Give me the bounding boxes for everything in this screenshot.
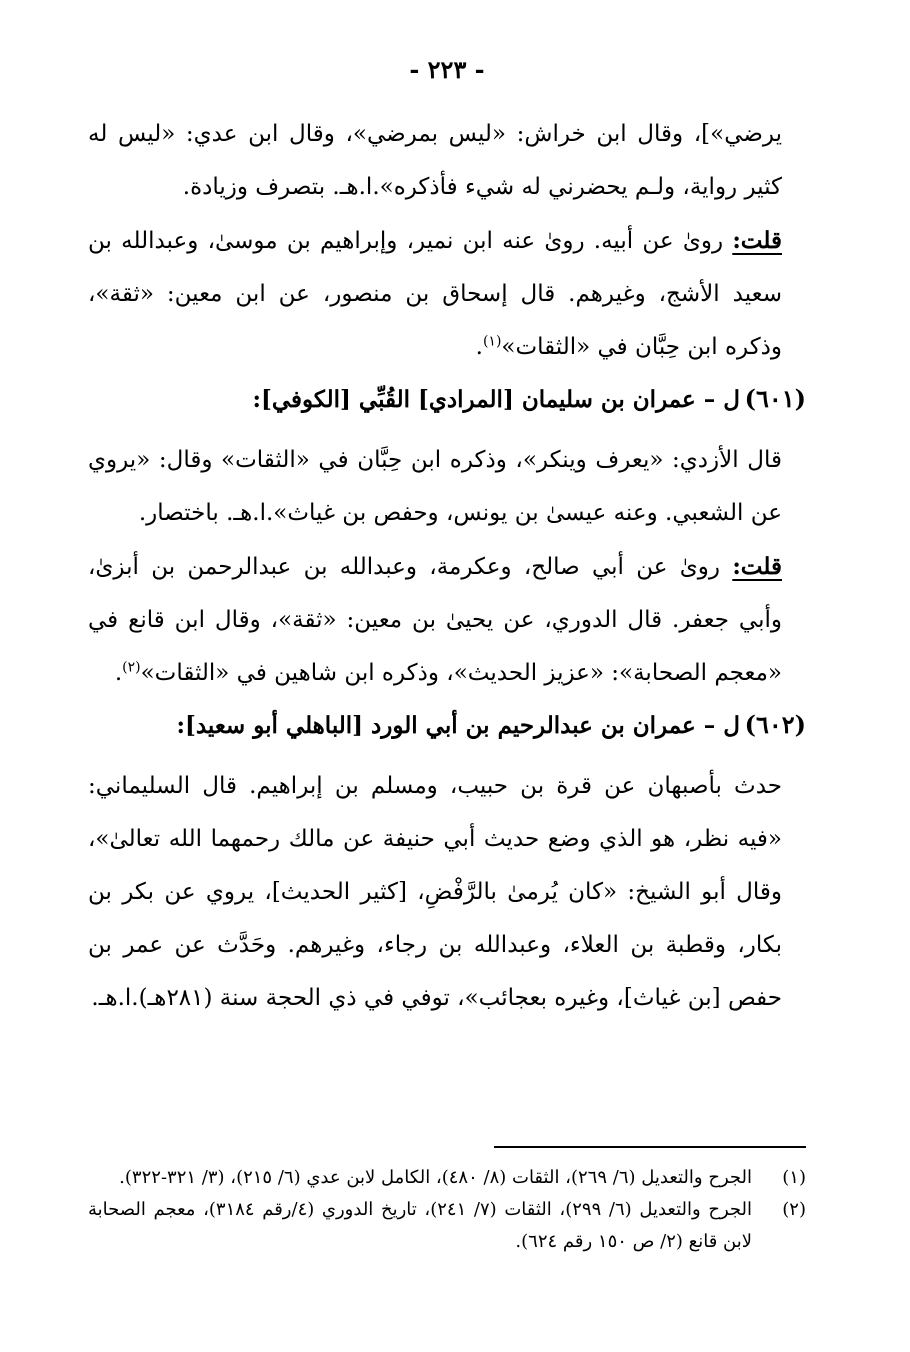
paragraph-qult-1: قلت: روىٰ عن أبيه. روىٰ عنه ابن نمير، وإبراهيم بن موسىٰ، وعبدالله بن سعيد الأشج، وغيرهم. قال إسحاق بن منصور، عن ابن معين: «ثقة»، وذكره ابن حِبَّان في «الثقات»$^{(١)}$. <box>88 227 782 360</box>
footnote-number: (١) <box>782 1167 806 1188</box>
footnote-ref-2[interactable]: (٢) <box>122 659 141 676</box>
footnotes <box>88 1162 806 1258</box>
paragraph-continuation: يرضي»]، وقال ابن خراش: «ليس بمرضي»، وقال ابن عدي: «ليس له كثير رواية، ولـم يحضرني له شيء فأذكره».ا.هـ. بتصرف وزيادة. <box>88 121 782 200</box>
qult-text: روىٰ عن أبيه. روىٰ عنه ابن نمير، وإبراهيم بن موسىٰ، وعبدالله بن سعيد الأشج، وغيرهم. قال إسحاق بن منصور، عن ابن معين: «ثقة»، وذكره ابن حِبَّان في «الثقات» <box>88 228 782 360</box>
footnote-1 <box>88 1162 806 1194</box>
qult-label: قلت: <box>732 227 782 254</box>
entry-heading-602 <box>88 710 806 760</box>
entry-number: (٦٠١) <box>744 384 806 413</box>
entry-601-body: قال الأزدي: «يعرف وينكر»، وذكره ابن حِبَّان في «الثقات» وقال: «يروي عن الشعبي. وعنه عيسىٰ بن يونس، وحفص بن غياث».ا.هـ. باختصار. <box>88 447 782 526</box>
entry-title: ل – عمران بن سليمان [المرادي] القُبِّي [الكوفي]: <box>252 386 740 413</box>
footnote-text: الجرح والتعديل (٦/ ٢٦٩)، الثقات (٨/ ٤٨٠)، الكامل لابن عدي (٦/ ٢١٥)، (٣/ ٣٢١-٣٢٢). <box>119 1167 752 1188</box>
page-number: - ٢٢٣ - <box>409 55 485 84</box>
entry-number: (٦٠٢) <box>744 710 806 739</box>
qult-label: قلت: <box>732 553 782 580</box>
book-page <box>88 50 806 1320</box>
paragraph-qult-2: قلت: روىٰ عن أبي صالح، وعكرمة، وعبدالله بن عبدالرحمن بن أبزىٰ، وأبي جعفر. قال الدوري، عن يحيىٰ بن معين: «ثقة»، وقال ابن قانع في «معجم الصحابة»: «عزيز الحديث»، وذكره ابن شاهين في «الثقات»$^{(٢)}$. <box>88 553 782 686</box>
entry-title: ل – عمران بن عبدالرحيم بن أبي الورد [الباهلي أبو سعيد]: <box>176 712 740 739</box>
qult-text: روىٰ عن أبي صالح، وعكرمة، وعبدالله بن عبدالرحمن بن أبزىٰ، وأبي جعفر. قال الدوري، عن يحيىٰ بن معين: «ثقة»، وقال ابن قانع في «معجم الصحابة»: «عزيز الحديث»، وذكره ابن شاهين في «الثقات» <box>88 554 782 686</box>
footnote-number: (٢) <box>782 1199 806 1220</box>
entry-heading-601 <box>88 384 806 434</box>
footnote-divider <box>494 1146 806 1148</box>
footnote-ref-1[interactable]: (١) <box>482 333 502 350</box>
footnote-2 <box>88 1194 806 1258</box>
footnote-text: الجرح والتعديل (٦/ ٢٩٩)، الثقات (٧/ ٢٤١)، تاريخ الدوري (٤/رقم ٣١٨٤)، معجم الصحابة لابن قانع (٢/ ص ١٥٠ رقم ٦٢٤). <box>88 1199 753 1252</box>
entry-602-body: حدث بأصبهان عن قرة بن حبيب، ومسلم بن إبراهيم. قال السليماني: «فيه نظر، هو الذي وضع حديث أبي حنيفة عن مالك رحمهما الله تعالىٰ»، وقال أبو الشيخ: «كان يُرمىٰ بالرَّفْضِ، [كثير الحديث]، يروي عن بكر بن بكار، وقطبة بن العلاء، وعبدالله بن رجاء، وغيرهم. وحَدَّث عن عمر بن حفص [بن غياث]، وغيره بعجائب»، توفي في ذي الحجة سنة (٢٨١هـ).ا.هـ. <box>88 773 782 1011</box>
